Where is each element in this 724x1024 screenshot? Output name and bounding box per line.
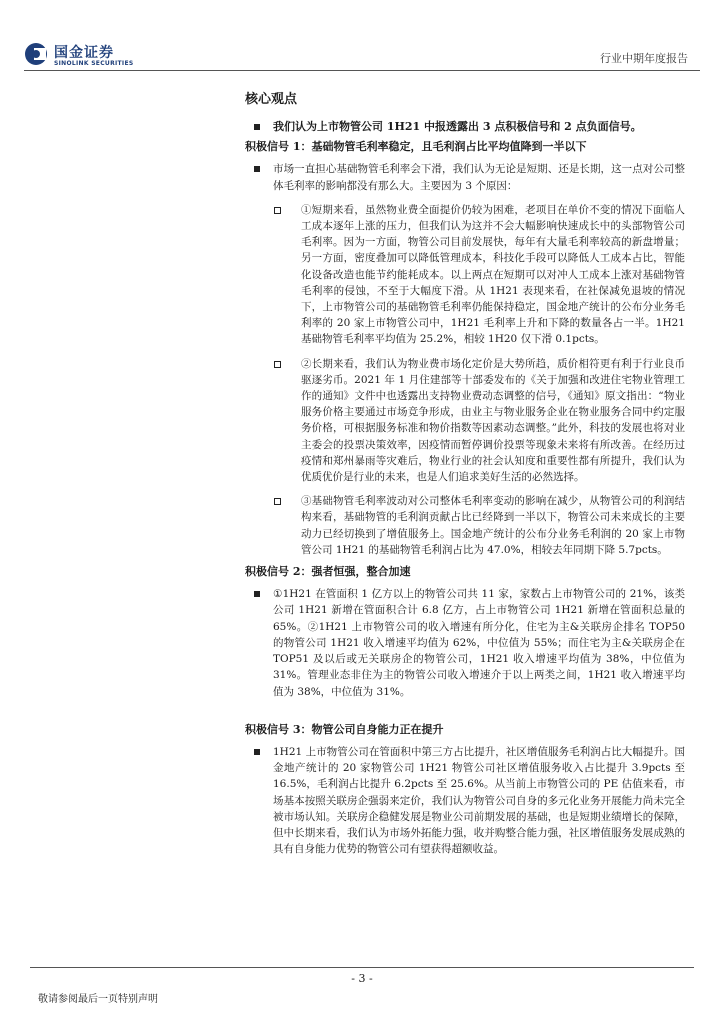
bullet-hollow-square-icon <box>274 498 281 505</box>
signal1-point1-text: ①短期来看，虽然物业费全面提价仍较为困难，老项目在单价不变的情况下面临人工成本逐年上涨的压力，但我们认为这并不会大幅影响快速成长中的头部物管公司毛利率。因为一方面，物管公司目前发展快，每年有大量毛利率较高的新盘增量；另一方面，密度叠加可以降低管理成本，科技化手段可以降低人工成本占比，智能化设备改造也能节约能耗成本。以上两点在短期可以对冲人工成本上涨对基础物管毛利率的侵蚀，不至于大幅度下滑。从 1H21 表现来看，在社保减免退坡的情况下，上市物管公司的基础物管毛利率仍能保持稳定，国金地产统计的公布分业务毛利率的 20 家上市物管公司中，1H21 毛利率上升和下降的数量各占一半。1H21 基础物管毛利率平均值为 25.2%，相较 1H20 仅下滑 0.1pcts。 <box>301 203 685 346</box>
footer-divider <box>30 967 694 968</box>
signal1-point2-text: ②长期来看，我们认为物业费市场化定价是大势所趋，质价相符更有利于行业良币驱逐劣币。2021 年 1 月住建部等十部委发布的《关于加强和改进住宅物业管理工作的通知》文件中也透露出支持物业费动态调整的信号，《通知》原文指出：“物业服务价格主要通过市场竞争形成，由业主与物业服务企业在物业服务合同中约定服务价格，可根据服务标准和物价指数等因素动态调整。”此外，科技的发展也将对业主委会的投票决策效率，因疫情而暂停调价投票等现象未来将有所改善。在经历过疫情和郑州暴雨等灾难后，物业行业的社会认知度和重要性都有所提升，我们认为优质优价是行业的未来，也是人们追求美好生活的必然选择。 <box>301 357 685 484</box>
bullet-square-icon <box>254 166 260 172</box>
bullet-hollow-square-icon <box>274 361 281 368</box>
signal2-text: ①1H21 在管面积 1 亿方以上的物管公司共 11 家，家数占上市物管公司的 21%，该类公司 1H21 新增在管面积合计 6.8 亿方，占上市物管公司 1H21 新增在管面积总量的 65%。②1H21 上市物管公司的收入增速有所分化，住宅为主&关联房企排名 TOP50 的物管公司 1H21 收入增速平均值为 62%，中位值为 55%；而住宅为主&关联房企在 TOP51 及以后或无关联房企的物管公司，1H21 收入增速平均值为 38%，中位值为 31%。管理业态非住为主的物管公司收入增速介于以上两类之间，1H21 收入增速平均值为 38%，中位值为 31%。 <box>273 588 685 698</box>
company-logo <box>24 40 154 70</box>
report-type: 行业中期年度报告 <box>600 52 688 65</box>
bullet-hollow-square-icon <box>274 207 281 214</box>
headline-text: 我们认为上市物管公司 1H21 中报透露出 3 点积极信号和 2 点负面信号。 <box>273 120 642 133</box>
page-number: - 3 - <box>351 972 373 985</box>
main-content <box>245 88 685 857</box>
header-divider <box>24 70 700 71</box>
signal1-heading: 积极信号 1：基础物管毛利率稳定，且毛利润占比平均值降到一半以下 <box>245 140 587 154</box>
signal3-heading: 积极信号 3：物管公司自身能力正在提升 <box>245 722 444 736</box>
bullet-square-icon <box>254 591 260 597</box>
logo-chinese-name: 国金证券 <box>54 45 114 61</box>
headline-paragraph <box>245 119 685 135</box>
disclaimer-note: 敬请参阅最后一页特别声明 <box>38 994 158 1005</box>
logo-mark-icon <box>24 42 48 66</box>
signal2-heading: 积极信号 2：强者恒强，整合加速 <box>245 565 411 579</box>
signal2-paragraph <box>245 586 685 699</box>
signal1-point1-paragraph <box>245 202 685 348</box>
page-header <box>0 0 724 80</box>
bullet-square-icon <box>254 124 260 130</box>
signal3-text: 1H21 上市物管公司在管面积中第三方占比提升，社区增值服务毛利润占比大幅提升。国金地产统计的 20 家物管公司 1H21 物管公司社区增值服务收入占比提升 3.9pcts 至 16.5%，毛利润占比提升 6.2pcts 至 25.6%。从当前上市物管公司的 PE 估值来看，市场基本按照关联房企强弱来定价，我们认为物管公司自身的多元化业务开展能力尚未完全被市场认知。关联房企稳健发展是物业公司前期发展的基础，也是短期业绩增长的保障，但中长期来看，我们认为市场外拓能力强，收并购整合能力强，社区增值服务发展成熟的具有自身能力优势的物管公司有望获得超额收益。 <box>273 745 685 856</box>
signal1-point3-text: ③基础物管毛利率波动对公司整体毛利率变动的影响在减少，从物管公司的利润结构来看，基础物管的毛利润贡献占比已经降到一半以下，物管公司未来成长的主要动力已经切换到了增值服务上。国金地产统计的公布分业务毛利润的 20 家上市物管公司 1H21 的基础物管毛利润占比为 47.0%，相较去年同期下降 5.7pcts。 <box>301 495 685 556</box>
signal1-intro-text: 市场一直担心基础物管毛利率会下滑，我们认为无论是短期、还是长期，这一点对公司整体毛利率的影响都没有那么大。主要因为 3 个原因： <box>273 163 685 192</box>
bullet-square-icon <box>254 749 260 755</box>
signal1-point2-paragraph <box>245 356 685 486</box>
logo-english-name: SINOLINK SECURITIES <box>54 60 134 67</box>
section-title: 核心观点 <box>245 92 298 107</box>
signal3-paragraph <box>245 744 685 857</box>
signal1-point3-paragraph <box>245 493 685 558</box>
signal1-intro-paragraph <box>245 161 685 193</box>
